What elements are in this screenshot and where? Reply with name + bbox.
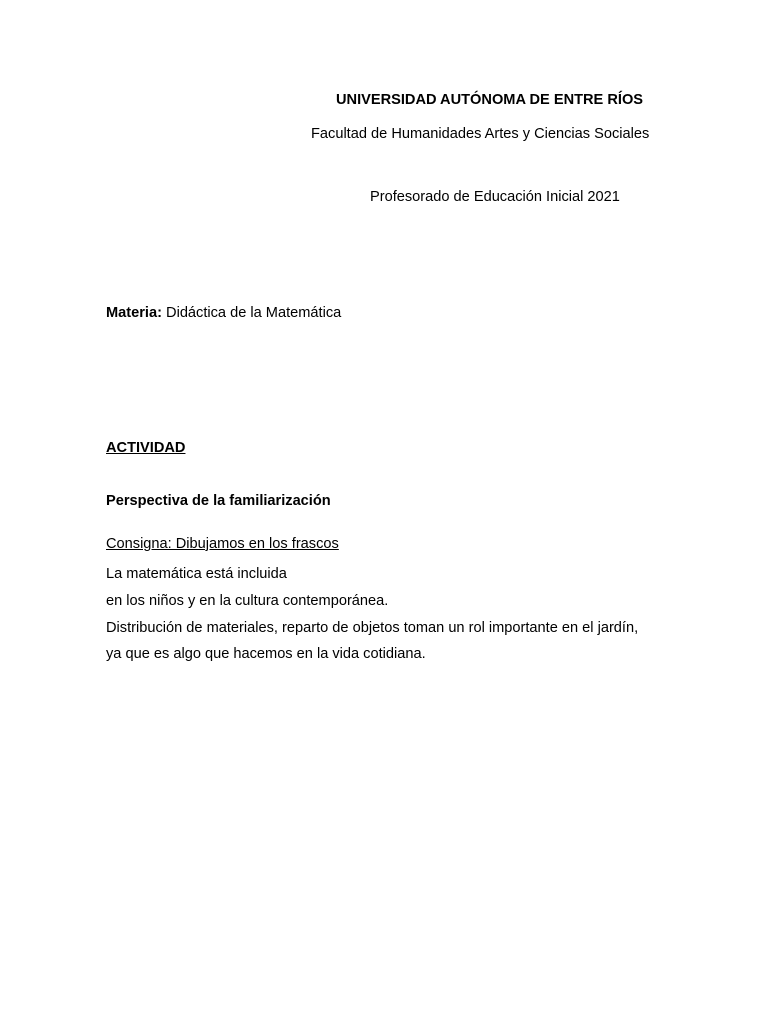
program-name: Profesorado de Educación Inicial 2021 (370, 189, 620, 205)
body-line: ya que es algo que hacemos en la vida cotidiana. (106, 646, 426, 663)
body-line: La matemática está incluida (106, 566, 287, 582)
perspective-heading: Perspectiva de la familiarización (106, 493, 331, 509)
subject-line (106, 304, 341, 322)
activity-heading: ACTIVIDAD (106, 440, 186, 456)
body-line: Distribución de materiales, reparto de objetos toman un rol importante en el jardín, (106, 619, 639, 636)
subject-label: Materia: (106, 305, 162, 321)
consigna-line: Consigna: Dibujamos en los frascos (106, 536, 339, 552)
activity-body (106, 561, 706, 668)
subject-value: Didáctica de la Matemática (166, 305, 342, 321)
body-line: en los niños y en la cultura contemporánea. (106, 592, 389, 609)
university-title: UNIVERSIDAD AUTÓNOMA DE ENTRE RÍOS (336, 92, 644, 108)
faculty-name: Facultad de Humanidades Artes y Ciencias Sociales (311, 126, 650, 142)
